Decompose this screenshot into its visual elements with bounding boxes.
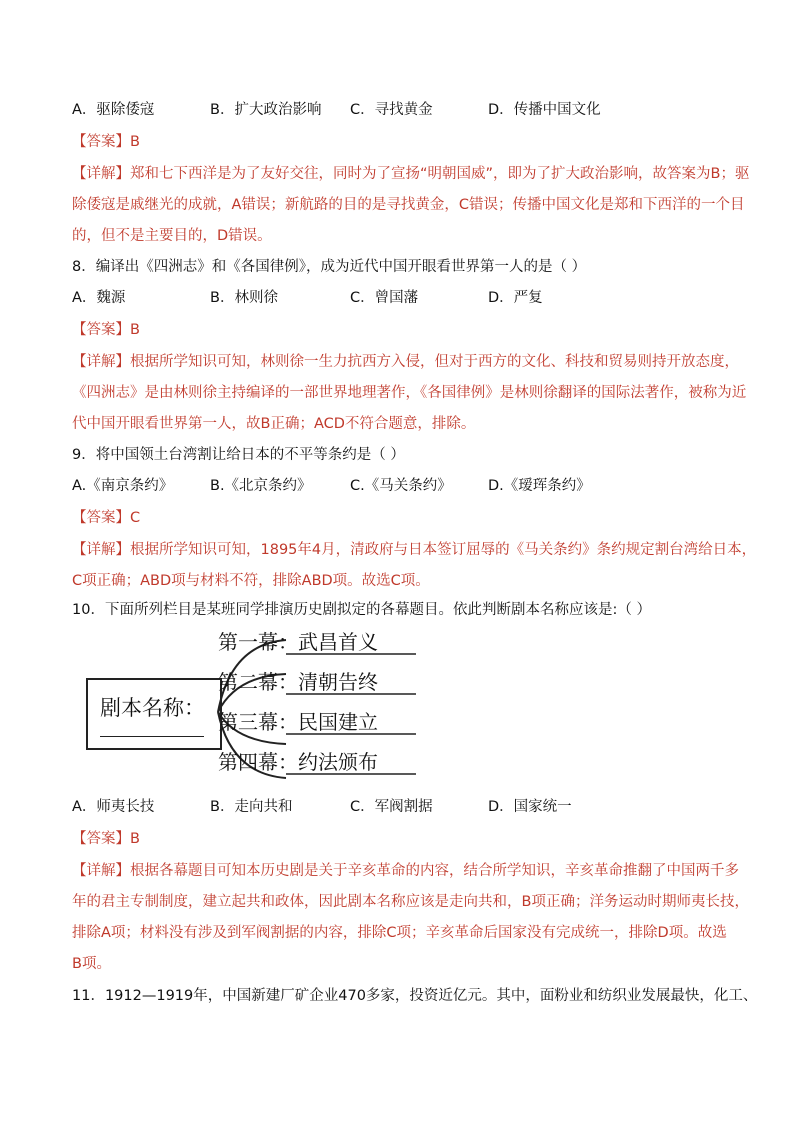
act-2: 第二幕：清朝告终	[218, 670, 378, 694]
q9-option-c: C.《马关条约》	[350, 478, 452, 494]
q10-option-d: D．国家统一	[488, 799, 572, 815]
q10-answer	[72, 829, 140, 849]
q7-option-d: D．传播中国文化	[488, 102, 601, 118]
q7-options	[72, 100, 732, 120]
q7-detail-line-3: 的，但不是主要目的，D错误。	[72, 228, 272, 244]
q8-options	[72, 288, 732, 308]
q8-option-c: C．曾国藩	[350, 290, 419, 306]
q10-option-c: C．军阀割据	[350, 799, 433, 815]
q9-detail-line-2: C项正确；ABD项与材料不符，排除ABD项。故选C项。	[72, 573, 430, 589]
q10-detail-line-2: 年的君主专制制度，建立起共和政体，因此剧本名称应该是走向共和，B项正确；洋务运动时期师夷长技，	[72, 894, 749, 910]
answer-value: B	[130, 134, 140, 150]
blank-line	[100, 736, 204, 737]
q10-detail-line-3: 排除A项；材料没有涉及到军阀割据的内容，排除C项；辛亥革命后国家没有完成统一，排除D项。故选	[72, 925, 727, 941]
answer-tag: 【答案】	[72, 134, 130, 150]
act-3: 第三幕：民国建立	[218, 710, 378, 734]
detail-tag: 【详解】	[72, 542, 130, 558]
q7-option-c: C．寻找黄金	[350, 102, 433, 118]
q11-stem: 11．1912—1919年，中国新建厂矿企业470多家，投资近亿元。其中，面粉业和纺织业发展最快，化工、	[72, 988, 758, 1004]
detail-tag: 【详解】	[72, 166, 130, 182]
detail-tag: 【详解】	[72, 354, 130, 370]
answer-tag: 【答案】	[72, 322, 130, 338]
q8-stem: 8．编译出《四洲志》和《各国律例》，成为近代中国开眼看世界第一人的是（ ）	[72, 259, 587, 275]
q10-detail-line-1: 【详解】根据各幕题目可知本历史剧是关于辛亥革命的内容，结合所学知识，辛亥革命推翻了中国两千多	[72, 863, 739, 879]
answer-value: B	[130, 322, 140, 338]
q9-options	[72, 476, 732, 496]
q10-stem: 10．下面所列栏目是某班同学排演历史剧拟定的各幕题目。依此判断剧本名称应该是:（ ）	[72, 602, 651, 618]
q9-detail-line-1: 【详解】根据所学知识可知，1895年4月，清政府与日本签订屈辱的《马关条约》条约规定割台湾给日本，	[72, 542, 757, 558]
q8-detail-line-3: 代中国开眼看世界第一人，故B正确；ACD不符合题意，排除。	[72, 416, 476, 432]
answer-value: B	[130, 831, 140, 847]
q8-detail-line-2: 《四洲志》是由林则徐主持编译的一部世界地理著作，《各国律例》是林则徐翻译的国际法著作，被称为近	[72, 385, 747, 401]
act-1: 第一幕：武昌首义	[218, 630, 378, 654]
play-name-box	[86, 678, 222, 750]
q8-detail-line-1: 【详解】根据所学知识可知，林则徐一生力抗西方入侵，但对于西方的文化、科技和贸易则持开放态度，	[72, 354, 739, 370]
act-4: 第四幕：约法颁布	[218, 750, 378, 774]
q9-answer	[72, 508, 140, 528]
play-name-label: 剧本名称：	[100, 696, 205, 720]
q10-detail-line-4: B项。	[72, 956, 111, 972]
answer-value: C	[130, 510, 141, 526]
q8-answer	[72, 320, 140, 340]
q7-answer	[72, 132, 140, 152]
q7-detail-line-2: 除倭寇是戚继光的成就，A错误；新航路的目的是寻找黄金，C错误；传播中国文化是郑和下西洋的一个目	[72, 197, 745, 213]
answer-tag: 【答案】	[72, 510, 130, 526]
q10-option-b: B．走向共和	[210, 799, 293, 815]
q10-play-diagram	[86, 624, 426, 784]
q10-options	[72, 797, 732, 817]
q7-option-a: A．驱除倭寇	[72, 102, 155, 118]
answer-tag: 【答案】	[72, 831, 130, 847]
q9-stem: 9．将中国领土台湾割让给日本的不平等条约是（ ）	[72, 447, 405, 463]
q10-option-a: A．师夷长技	[72, 799, 155, 815]
q9-option-b: B.《北京条约》	[210, 478, 312, 494]
q8-option-a: A．魏源	[72, 290, 126, 306]
q7-option-b: B．扩大政治影响	[210, 102, 322, 118]
detail-tag: 【详解】	[72, 863, 130, 879]
q8-option-b: B．林则徐	[210, 290, 278, 306]
q7-detail-line-1: 【详解】郑和七下西洋是为了友好交往，同时为了宣扬“明朝国威”，即为了扩大政治影响，故答案为B；驱	[72, 166, 750, 182]
q8-option-d: D．严复	[488, 290, 543, 306]
q9-option-d: D.《瑷珲条约》	[488, 478, 591, 494]
q9-option-a: A.《南京条约》	[72, 478, 174, 494]
